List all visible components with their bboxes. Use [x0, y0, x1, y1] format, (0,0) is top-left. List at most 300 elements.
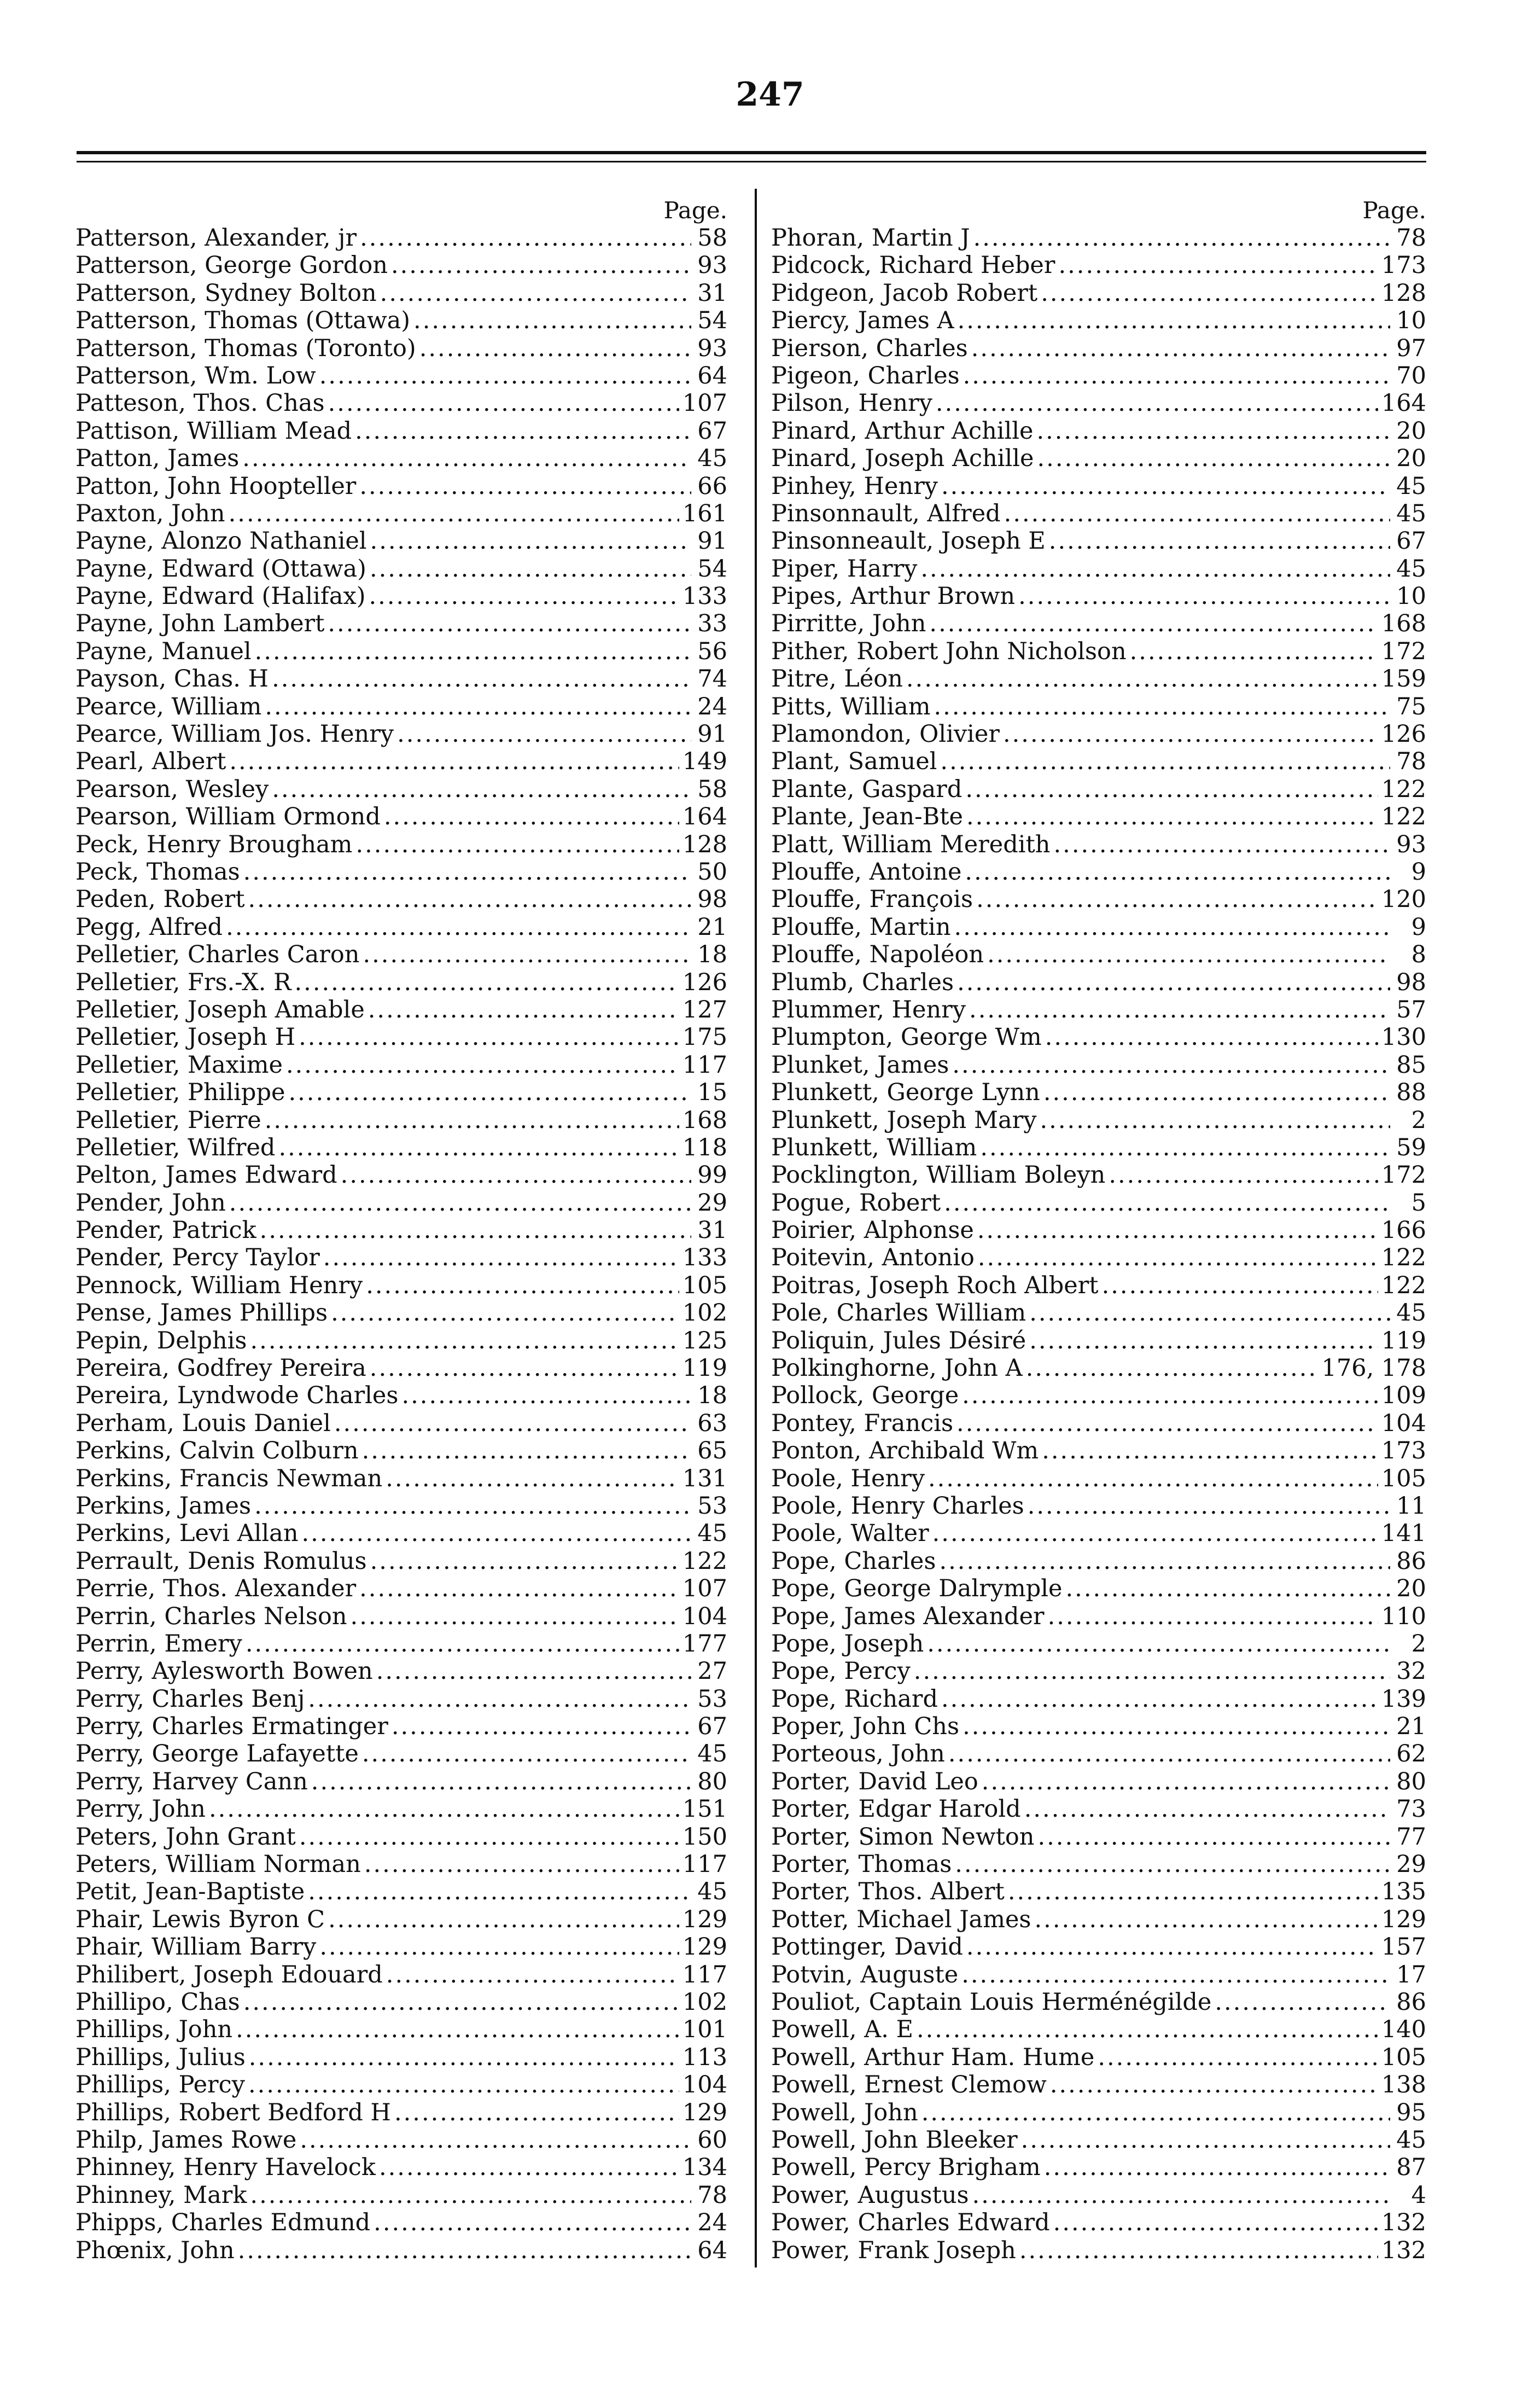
entry-page-number: 131 [682, 1464, 727, 1492]
index-entry [75, 610, 727, 637]
entry-name: Pilson, Henry [771, 389, 932, 417]
entry-page-number: 166 [1381, 1217, 1426, 1245]
index-entry [771, 1768, 1426, 1795]
dot-leader [1037, 445, 1391, 472]
entry-name: Potter, Michael James [771, 1905, 1031, 1933]
entry-name: Ponton, Archibald Wm [771, 1437, 1039, 1465]
dot-leader [229, 1189, 691, 1217]
entry-page-number: 132 [1381, 2236, 1426, 2264]
entry-page-number: 29 [1396, 1851, 1426, 1879]
index-entry [771, 473, 1426, 500]
entry-page-number: 176, 178 [1321, 1354, 1426, 1382]
index-entry [75, 1437, 727, 1464]
entry-page-number: 117 [682, 1851, 727, 1879]
entry-page-number: 151 [682, 1795, 727, 1823]
index-entry [771, 1520, 1426, 1547]
index-entry [771, 1327, 1426, 1354]
index-entry [75, 252, 727, 279]
entry-name: Pipes, Arthur Brown [771, 583, 1016, 610]
entry-name: Phillips, John [75, 2016, 233, 2044]
entry-page-number: 110 [1381, 1602, 1426, 1630]
entry-page-number: 98 [1396, 968, 1426, 996]
entry-page-number: 64 [697, 2236, 727, 2264]
entry-page-number: 9 [1411, 913, 1426, 941]
dot-leader [359, 1575, 679, 1602]
entry-name: Phipps, Charles Edmund [75, 2209, 371, 2237]
index-entry [771, 969, 1426, 996]
dot-leader [265, 693, 691, 720]
index-entry [771, 1217, 1426, 1244]
index-entry [75, 1134, 727, 1161]
entry-list-left [75, 224, 727, 2264]
entry-page-number: 97 [1396, 334, 1426, 362]
entry-page-number: 75 [1396, 693, 1426, 720]
dot-leader [977, 1217, 1378, 1244]
index-entry [771, 527, 1426, 555]
entry-page-number: 173 [1381, 252, 1426, 280]
entry-page-number: 173 [1381, 1437, 1426, 1465]
entry-page-number: 104 [1381, 1409, 1426, 1437]
entry-page-number: 27 [697, 1658, 727, 1685]
entry-name: Powell, Percy Brigham [771, 2154, 1041, 2182]
index-entry [771, 583, 1426, 610]
entry-page-number: 45 [697, 1520, 727, 1548]
entry-page-number: 134 [682, 2154, 727, 2182]
index-entry [771, 1630, 1426, 1658]
dot-leader [914, 1658, 1390, 1685]
index-entry [75, 969, 727, 996]
entry-name: Poliquin, Jules Désiré [771, 1327, 1026, 1354]
entry-name: Pegg, Alfred [75, 913, 223, 941]
entry-name: Porter, Simon Newton [771, 1823, 1035, 1851]
entry-page-number: 24 [697, 693, 727, 720]
entry-page-number: 70 [1396, 362, 1426, 389]
entry-name: Phœnix, John [75, 2236, 235, 2264]
entry-page-number: 118 [682, 1133, 727, 1161]
entry-name: Pope, James Alexander [771, 1602, 1045, 1630]
index-entry [75, 1410, 727, 1437]
index-entry [771, 335, 1426, 362]
index-entry [771, 389, 1426, 417]
entry-name: Peters, William Norman [75, 1851, 361, 1879]
dot-leader [1029, 1327, 1378, 1354]
entry-name: Powell, Ernest Clemow [771, 2071, 1047, 2099]
entry-page-number: 117 [682, 1961, 727, 1988]
dot-leader [394, 2099, 679, 2126]
entry-name: Pepin, Delphis [75, 1327, 247, 1354]
dot-leader [254, 1492, 691, 1520]
index-entry [771, 1161, 1426, 1189]
entry-name: Payson, Chas. H [75, 665, 269, 693]
dot-leader [1019, 2237, 1378, 2264]
dot-leader [376, 1658, 691, 1685]
dot-leader [370, 555, 691, 583]
entry-page-number: 102 [682, 1299, 727, 1327]
entry-page-number: 122 [1381, 1271, 1426, 1299]
dot-leader [976, 886, 1378, 913]
entry-page-number: 80 [697, 1767, 727, 1795]
index-entry [75, 776, 727, 803]
entry-page-number: 91 [697, 527, 727, 555]
entry-name: Phillips, Percy [75, 2071, 245, 2099]
entry-name: Perkins, Calvin Colburn [75, 1437, 359, 1465]
entry-page-number: 15 [697, 1079, 727, 1107]
entry-name: Perrie, Thos. Alexander [75, 1575, 357, 1603]
index-entry [771, 1107, 1426, 1134]
index-entry [75, 996, 727, 1024]
dot-leader [1004, 500, 1390, 527]
entry-name: Pearl, Albert [75, 748, 226, 776]
index-entry [75, 1740, 727, 1767]
entry-name: Patton, John Hoopteller [75, 472, 357, 500]
entry-page-number: 159 [1381, 665, 1426, 693]
entry-name: Perry, George Lafayette [75, 1740, 359, 1768]
entry-name: Pelton, James Edward [75, 1161, 337, 1189]
index-entry [75, 1189, 727, 1217]
index-entry [771, 1795, 1426, 1823]
entry-name: Plante, Jean-Bte [771, 803, 963, 831]
entry-name: Pelletier, Joseph Amable [75, 996, 365, 1024]
dot-leader [265, 1107, 679, 1134]
entry-name: Perrin, Emery [75, 1630, 242, 1658]
index-entry [771, 610, 1426, 637]
index-entry [75, 1107, 727, 1134]
dot-leader [1042, 1437, 1378, 1464]
index-entry [771, 362, 1426, 389]
dot-leader [246, 1630, 679, 1658]
index-entry [771, 1382, 1426, 1409]
index-entry [75, 941, 727, 968]
entry-page-number: 53 [697, 1492, 727, 1520]
index-entry [75, 1823, 727, 1851]
dot-leader [249, 2044, 679, 2071]
entry-page-number: 113 [682, 2043, 727, 2071]
index-entry [771, 280, 1426, 307]
dot-leader [236, 2016, 679, 2043]
entry-page-number: 45 [1396, 499, 1426, 527]
entry-page-number: 29 [697, 1189, 727, 1217]
entry-page-number: 5 [1411, 1189, 1426, 1217]
dot-leader [299, 1024, 679, 1051]
entry-page-number: 107 [682, 389, 727, 417]
entry-page-number: 122 [1381, 803, 1426, 831]
entry-page-number: 149 [682, 748, 727, 776]
entry-name: Pinsonnault, Alfred [771, 499, 1001, 527]
entry-page-number: 4 [1411, 2181, 1426, 2209]
index-entry [75, 1906, 727, 1933]
index-entry [771, 996, 1426, 1024]
dot-leader [260, 1217, 691, 1244]
index-entry [75, 1244, 727, 1271]
entry-page-number: 140 [1381, 2016, 1426, 2044]
entry-name: Perry, Aylesworth Bowen [75, 1658, 373, 1685]
index-entry [771, 1685, 1426, 1713]
index-entry [771, 2044, 1426, 2071]
entry-page-number: 168 [682, 1106, 727, 1134]
entry-name: Poole, Walter [771, 1520, 929, 1548]
entry-page-number: 119 [682, 1354, 727, 1382]
entry-page-number: 105 [682, 1271, 727, 1299]
entry-name: Plumpton, George Wm [771, 1024, 1042, 1051]
index-entry [771, 1134, 1426, 1161]
index-entry [771, 307, 1426, 334]
entry-page-number: 168 [1381, 610, 1426, 638]
index-entry [771, 2182, 1426, 2209]
dot-leader [956, 1410, 1378, 1437]
dot-leader [364, 1851, 679, 1878]
entry-name: Peters, John Grant [75, 1823, 296, 1851]
index-entry [771, 1603, 1426, 1630]
entry-name: Payne, Alonzo Nathaniel [75, 527, 367, 555]
index-entry [771, 1465, 1426, 1492]
index-entry [771, 941, 1426, 968]
dot-leader [308, 1878, 691, 1905]
entry-page-number: 85 [1396, 1051, 1426, 1079]
entry-name: Plunkett, William [771, 1133, 977, 1161]
entry-name: Pope, Percy [771, 1658, 911, 1685]
index-entry [771, 1823, 1426, 1851]
entry-name: Plant, Samuel [771, 748, 937, 776]
dot-leader [971, 335, 1390, 362]
entry-page-number: 10 [1396, 307, 1426, 335]
dot-leader [328, 610, 691, 637]
index-entry [771, 1658, 1426, 1685]
index-entry [75, 1051, 727, 1079]
dot-leader [308, 1685, 691, 1713]
entry-page-number: 2 [1411, 1630, 1426, 1658]
entry-page-number: 126 [1381, 720, 1426, 748]
dot-leader [1049, 527, 1390, 555]
entry-page-number: 129 [1381, 1905, 1426, 1933]
index-entry [771, 1354, 1426, 1382]
entry-name: Pelletier, Wilfred [75, 1133, 276, 1161]
index-entry [75, 445, 727, 472]
index-entry [771, 1851, 1426, 1878]
dot-leader [341, 1161, 691, 1189]
index-entry [771, 2071, 1426, 2098]
index-entry [771, 1051, 1426, 1079]
index-entry [75, 555, 727, 583]
index-entry [75, 1299, 727, 1327]
dot-leader [1026, 1354, 1319, 1382]
entry-page-number: 161 [682, 499, 727, 527]
entry-name: Patton, James [75, 445, 240, 473]
index-entry [75, 280, 727, 307]
dot-leader [370, 527, 691, 555]
dot-leader [954, 914, 1390, 941]
index-entry [771, 1961, 1426, 1988]
index-entry [75, 665, 727, 693]
index-entry [771, 638, 1426, 665]
index-entry [75, 748, 727, 775]
entry-name: Patterson, Thomas (Toronto) [75, 334, 416, 362]
dot-leader [1053, 831, 1390, 858]
entry-page-number: 95 [1396, 2098, 1426, 2126]
dot-leader [362, 1740, 691, 1767]
entry-name: Patterson, Thomas (Ottawa) [75, 307, 411, 335]
dot-leader [955, 1851, 1390, 1878]
index-entry [75, 1988, 727, 2016]
entry-page-number: 45 [1396, 472, 1426, 500]
entry-page-number: 62 [1396, 1740, 1426, 1768]
entry-page-number: 2 [1411, 1106, 1426, 1134]
dot-leader [928, 1465, 1378, 1492]
dot-leader [419, 335, 691, 362]
dot-leader [302, 1520, 691, 1547]
dot-leader [250, 1327, 679, 1354]
dot-leader [965, 776, 1378, 803]
entry-name: Phoran, Martin J [771, 224, 970, 252]
entry-page-number: 175 [682, 1024, 727, 1051]
entry-name: Perkins, Francis Newman [75, 1464, 383, 1492]
index-entry [75, 1161, 727, 1189]
entry-page-number: 117 [682, 1051, 727, 1079]
dot-leader [1024, 1795, 1390, 1823]
entry-name: Pearce, William [75, 693, 262, 720]
index-entry [771, 1575, 1426, 1602]
index-entry [75, 362, 727, 389]
entry-name: Payne, Edward (Ottawa) [75, 555, 366, 583]
entry-name: Perham, Louis Daniel [75, 1409, 331, 1437]
entry-name: Porter, Edgar Harold [771, 1795, 1021, 1823]
entry-name: Porter, Thos. Albert [771, 1878, 1005, 1906]
index-entry [771, 1244, 1426, 1271]
index-entry [75, 1603, 727, 1630]
entry-name: Perrin, Charles Nelson [75, 1602, 347, 1630]
page-column-header: Page. [1362, 197, 1426, 224]
entry-name: Piercy, James A [771, 307, 954, 335]
entry-name: Pelletier, Charles Caron [75, 941, 360, 969]
entry-name: Pogue, Robert [771, 1189, 941, 1217]
index-entry [75, 720, 727, 748]
entry-name: Perry, Charles Benj [75, 1685, 305, 1713]
entry-name: Patterson, Sydney Bolton [75, 279, 377, 307]
dot-leader [379, 2154, 679, 2181]
index-entry [771, 1079, 1426, 1106]
entry-page-number: 20 [1396, 1575, 1426, 1603]
entry-name: Power, Augustus [771, 2181, 969, 2209]
index-entry [75, 2182, 727, 2209]
entry-name: Perry, Harvey Cann [75, 1767, 308, 1795]
entry-name: Phinney, Mark [75, 2181, 247, 2209]
page-column-header: Page. [663, 197, 727, 224]
entry-page-number: 21 [697, 913, 727, 941]
entry-name: Pearce, William Jos. Henry [75, 720, 394, 748]
entry-page-number: 91 [697, 720, 727, 748]
entry-name: Patterson, Wm. Low [75, 362, 316, 389]
entry-name: Powell, A. E [771, 2016, 913, 2044]
index-entry [75, 335, 727, 362]
dot-leader [987, 941, 1390, 968]
entry-page-number: 45 [1396, 555, 1426, 583]
dot-leader [1029, 1299, 1390, 1327]
entry-page-number: 21 [1396, 1713, 1426, 1741]
dot-leader [958, 307, 1390, 334]
entry-page-number: 77 [1396, 1823, 1426, 1851]
dot-leader [1130, 638, 1378, 665]
entry-name: Pelletier, Pierre [75, 1106, 261, 1134]
index-entry [771, 665, 1426, 693]
entry-name: Pidgeon, Jacob Robert [771, 279, 1038, 307]
entry-page-number: 104 [682, 2071, 727, 2099]
entry-page-number: 78 [1396, 224, 1426, 252]
entry-name: Pearson, Wesley [75, 775, 269, 803]
dot-leader [328, 1906, 679, 1933]
entry-name: Plouffe, Napoléon [771, 941, 984, 969]
entry-page-number: 130 [1381, 1024, 1426, 1051]
entry-name: Pereira, Lyndwode Charles [75, 1382, 399, 1410]
entry-page-number: 58 [697, 224, 727, 252]
index-entry [75, 307, 727, 334]
dot-leader [1050, 2071, 1378, 2098]
entry-name: Poirier, Alphonse [771, 1217, 974, 1245]
entry-page-number: 109 [1381, 1382, 1426, 1410]
entry-name: Piper, Harry [771, 555, 918, 583]
entry-name: Philibert, Joseph Edouard [75, 1961, 383, 1988]
entry-name: Peck, Thomas [75, 858, 240, 886]
index-entry [771, 1492, 1426, 1520]
entry-page-number: 73 [1396, 1795, 1426, 1823]
entry-page-number: 98 [697, 886, 727, 914]
entry-name: Pocklington, William Boleyn [771, 1161, 1106, 1189]
entry-name: Pereira, Godfrey Pereira [75, 1354, 366, 1382]
dot-leader [299, 1823, 679, 1851]
entry-name: Perry, John [75, 1795, 206, 1823]
header-rule-thick [77, 151, 1426, 154]
entry-page-number: 105 [1381, 1464, 1426, 1492]
dot-leader [1058, 252, 1378, 279]
entry-name: Power, Charles Edward [771, 2209, 1050, 2237]
dot-leader [384, 803, 679, 830]
index-entry [75, 224, 727, 252]
entry-name: Pope, George Dalrymple [771, 1575, 1063, 1603]
dot-leader [941, 473, 1390, 500]
dot-leader [917, 2016, 1378, 2043]
entry-name: Poitras, Joseph Roch Albert [771, 1271, 1099, 1299]
entry-name: Pelletier, Maxime [75, 1051, 283, 1079]
dot-leader [1065, 1575, 1390, 1602]
index-entry [771, 1024, 1426, 1051]
entry-name: Plumb, Charles [771, 968, 954, 996]
dot-leader [1102, 1272, 1378, 1299]
index-entry [75, 1851, 727, 1878]
entry-page-number: 54 [697, 307, 727, 335]
entry-name: Philp, James Rowe [75, 2126, 297, 2154]
entry-page-number: 60 [697, 2126, 727, 2154]
index-entry [75, 693, 727, 720]
entry-page-number: 102 [682, 1988, 727, 2016]
entry-page-number: 139 [1381, 1685, 1426, 1713]
entry-name: Payne, Edward (Halifax) [75, 583, 366, 610]
entry-page-number: 59 [1396, 1133, 1426, 1161]
index-entry [75, 1878, 727, 1905]
entry-page-number: 172 [1381, 1161, 1426, 1189]
entry-page-number: 150 [682, 1823, 727, 1851]
dot-leader [978, 1244, 1378, 1271]
dot-leader [952, 1051, 1390, 1079]
entry-name: Phair, Lewis Byron C [75, 1905, 325, 1933]
index-entry [771, 1933, 1426, 1961]
index-entry [75, 2044, 727, 2071]
entry-name: Pender, Percy Taylor [75, 1244, 320, 1272]
dot-leader [355, 831, 679, 858]
entry-page-number: 129 [682, 2098, 727, 2126]
entry-name: Phillips, Julius [75, 2043, 246, 2071]
entry-name: Pinard, Joseph Achille [771, 445, 1034, 473]
entry-name: Pender, Patrick [75, 1217, 256, 1245]
entry-page-number: 31 [697, 279, 727, 307]
entry-page-number: 18 [697, 1382, 727, 1410]
